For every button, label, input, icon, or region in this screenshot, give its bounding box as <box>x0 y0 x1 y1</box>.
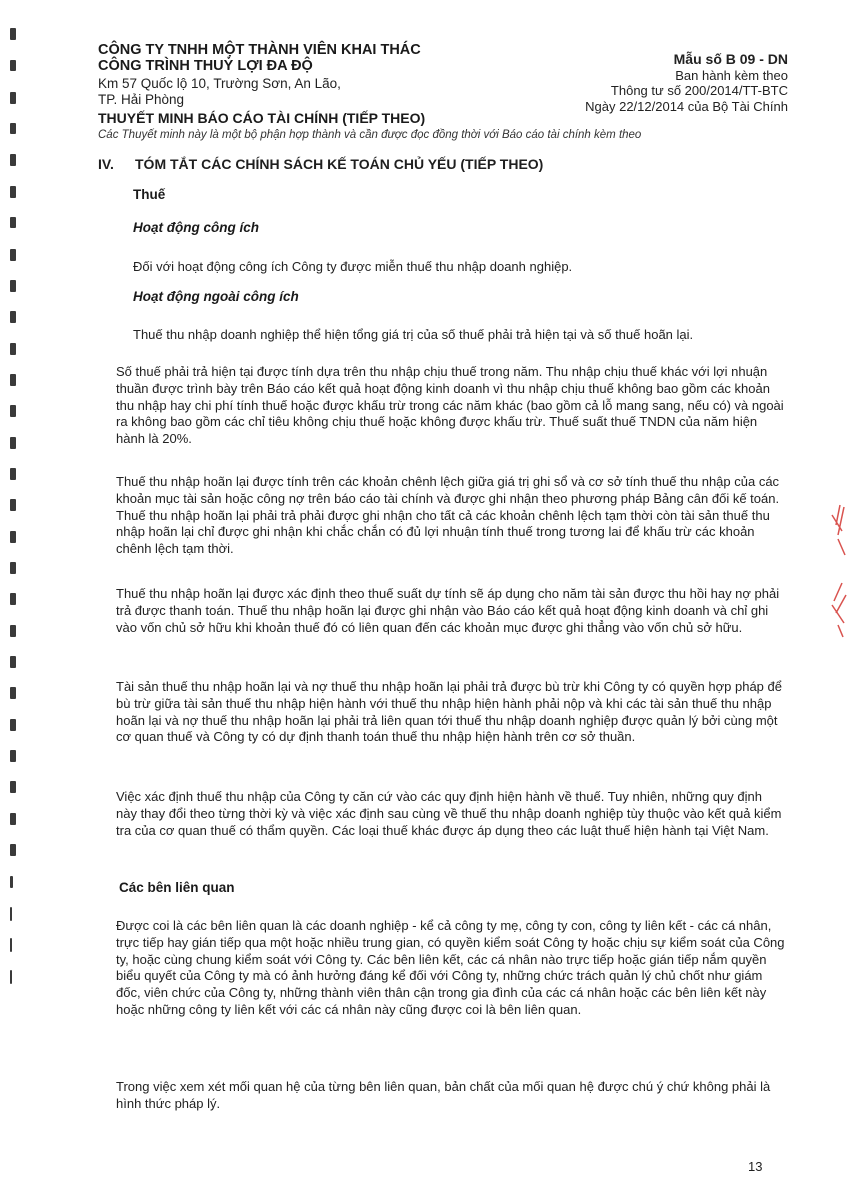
form-reference <box>585 52 788 114</box>
form-line4: Ngày 22/12/2014 của Bộ Tài Chính <box>585 98 788 114</box>
section-number: IV. <box>98 156 114 172</box>
public-activity-text: Đối với hoạt động công ích Công ty được miễn thuế thu nhập doanh nghiệp. <box>133 259 573 274</box>
document-subtitle: Các Thuyết minh này là một bộ phận hợp thành và cần được đọc đồng thời với Báo cáo tài chính kèm theo <box>98 129 642 141</box>
tax-paragraph-3: Thuế thu nhập hoãn lại được tính trên các khoản chênh lệch giữa giá trị ghi sổ và cơ sở tính thuế thu nhập của các khoản mục tài sản hoặc công nợ trên báo cáo tài chính và được ghi nhận theo phương pháp Bảng cân đối kế toán. Thuế thu nhập hoãn lại phải trả phải được ghi nhận cho tất cả các khoản chênh lệch tạm thời còn tài sản thuế thu nhập hoãn lại chỉ được ghi nhận khi chắc chắn có đủ lợi nhuận tính thuế trong tương lai để khấu trừ các khoản chênh lệch tạm thời. <box>116 474 780 557</box>
tax-heading: Thuế <box>133 187 166 202</box>
company-name-line2: CÔNG TRÌNH THUỶ LỢI ĐA ĐỘ <box>98 58 313 74</box>
tax-paragraph-6: Việc xác định thuế thu nhập của Công ty căn cứ vào các quy định hiện hành về thuế. Tuy nhiên, những quy định này thay đổi theo từng thời kỳ và việc xác định sau cùng về thuế thu nhập doanh nghiệp tùy thuộc vào kết quả kiểm tra của cơ quan thuế có thẩm quyền. Các loại thuế khác được áp dụng theo các luật thuế hiện hành tại Việt Nam. <box>116 789 782 838</box>
address-line1: Km 57 Quốc lộ 10, Trường Sơn, An Lão, <box>98 76 341 91</box>
company-name <box>98 42 421 74</box>
tax-paragraph-2: Số thuế phải trả hiện tại được tính dựa trên thu nhập chịu thuế trong năm. Thu nhập chịu thuế khác với lợi nhuận thuần được trình bày trên Báo cáo kết quả hoạt động kinh doanh vì thu nhập chịu thuế không bao gồm các khoản thu nhập hay chi phí tính thuế hoặc được khấu trừ trong các năm khác (bao gồm cả lỗ mang sang, nếu có) và ngoài ra không bao gồm các chỉ tiêu không chịu thuế hoặc không được khấu trừ. Thuế suất thuế TNDN của năm hiện hành là 20%. <box>116 364 784 447</box>
page-number: 13 <box>748 1159 763 1174</box>
binding-holes <box>0 0 30 1200</box>
document-title: THUYẾT MINH BÁO CÁO TÀI CHÍNH (TIẾP THEO) <box>98 110 426 126</box>
tax-paragraph-1: Thuế thu nhập doanh nghiệp thể hiện tổng giá trị của số thuế phải trả hiện tại và số thuế hoãn lại. <box>133 327 694 342</box>
public-activity-heading: Hoạt động công ích <box>133 220 259 235</box>
related-parties-paragraph-2: Trong việc xem xét mối quan hệ của từng bên liên quan, bản chất của mối quan hệ được chú ý chứ không phải là hình thức pháp lý. <box>116 1079 771 1111</box>
address-line2: TP. Hải Phòng <box>98 92 185 107</box>
form-line2: Ban hành kèm theo <box>675 67 788 83</box>
nonpublic-activity-heading: Hoạt động ngoài công ích <box>133 289 299 304</box>
tax-paragraph-5: Tài sản thuế thu nhập hoãn lại và nợ thuế thu nhập hoãn lại phải trả được bù trừ khi Công ty có quyền hợp pháp để bù trừ giữa tài sản thuế thu nhập hiện hành với thuế thu nhập hiện hành phải nộp và khi các tài sản thuế thu nhập hoãn lại và nợ thuế thu nhập hoãn lại phải trả liên quan tới thuế thu nhập doanh nghiệp được quản lý bởi cùng một cơ quan thuế và Công ty có dự định thanh toán thuế thu nhập hiện hành trên cơ sở thuần. <box>116 679 782 745</box>
tax-paragraph-4: Thuế thu nhập hoãn lại được xác định theo thuế suất dự tính sẽ áp dụng cho năm tài sản được thu hồi hay nợ phải trả được thanh toán. Thuế thu nhập hoãn lại được ghi nhận vào Báo cáo kết quả hoạt động kinh doanh và chỉ ghi vào vốn chủ sở hữu khi khoản thuế đó có liên quan đến các khoản mục được ghi thẳng vào vốn chủ sở hữu. <box>116 586 780 635</box>
form-code: Mẫu số B 09 - DN <box>673 51 788 67</box>
related-parties-heading: Các bên liên quan <box>119 880 235 895</box>
form-line3: Thông tư số 200/2014/TT-BTC <box>610 83 788 98</box>
company-name-line1: CÔNG TY TNHH MỘT THÀNH VIÊN KHAI THÁC <box>98 42 421 58</box>
red-stamp-mark-lower <box>818 575 848 665</box>
red-stamp-mark-upper <box>818 495 848 585</box>
related-parties-paragraph-1: Được coi là các bên liên quan là các doanh nghiệp - kể cả công ty mẹ, công ty con, công ty liên kết - các cá nhân, trực tiếp hay gián tiếp qua một hoặc nhiều trung gian, có quyền kiểm soát Công ty hoặc chịu sự kiểm soát của Công ty, hoặc cùng chung kiểm soát với Công ty. Các bên liên kết, các cá nhân nào trực tiếp hoặc gián tiếp nắm quyền biểu quyết của Công ty mà có ảnh hưởng đáng kể đối với Công ty, những chức trách quản lý chủ chốt như giám đốc, viên chức của Công ty, những thành viên thân cận trong gia đình của các cá nhân hoặc các bên liên kết này hoặc những công ty liên kết với các cá nhân này cũng được coi là bên liên quan. <box>116 918 785 1017</box>
company-address <box>98 76 341 108</box>
section-title: TÓM TẮT CÁC CHÍNH SÁCH KẾ TOÁN CHỦ YẾU (TIẾP THEO) <box>135 156 544 172</box>
